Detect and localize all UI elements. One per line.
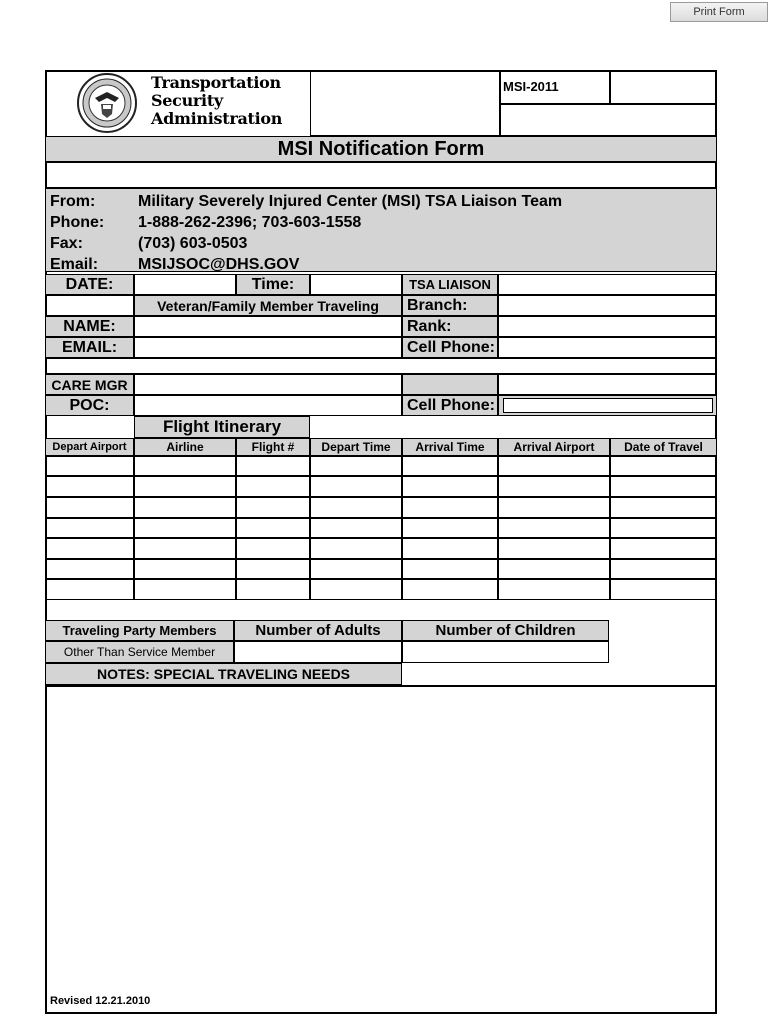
dhs-seal-icon: [75, 72, 139, 134]
itinerary-cell[interactable]: [236, 476, 310, 497]
agency-line-1: Transportation: [151, 73, 281, 92]
email-value: MSIJSOC@DHS.GOV: [138, 256, 300, 273]
itinerary-cell[interactable]: [310, 476, 402, 497]
itinerary-cell[interactable]: [310, 518, 402, 538]
itinerary-cell[interactable]: [236, 559, 310, 579]
cell-phone-label: [402, 337, 498, 358]
number-of-adults-text: Number of Adults: [255, 622, 381, 639]
itinerary-cell[interactable]: [402, 456, 498, 476]
other-than-label: [45, 641, 234, 663]
itinerary-cell[interactable]: [134, 559, 236, 579]
contact-values: [138, 191, 562, 275]
care-mgr-gray-cell: [402, 374, 498, 395]
itinerary-cell[interactable]: [402, 559, 498, 579]
email-input[interactable]: [134, 337, 402, 358]
title-blank-row: [45, 162, 717, 188]
date-label: [45, 274, 134, 295]
branch-field[interactable]: [498, 295, 717, 316]
itinerary-cell[interactable]: [310, 579, 402, 600]
itinerary-cell[interactable]: [498, 456, 610, 476]
itinerary-cell[interactable]: [498, 518, 610, 538]
poc-cell-phone-label: [402, 395, 498, 416]
from-value: Military Severely Injured Center (MSI) TSA Liaison Team: [138, 193, 563, 210]
spacer-row: [45, 358, 717, 374]
traveling-party-text: Traveling Party Members: [62, 623, 217, 638]
notes-textarea[interactable]: [45, 685, 717, 1014]
name-label: [45, 316, 134, 337]
itinerary-cell[interactable]: [402, 518, 498, 538]
number-of-adults-label: [234, 620, 402, 641]
branch-label-text: Branch:: [407, 296, 468, 314]
poc-cell-phone-field[interactable]: [503, 398, 713, 413]
agency-line-2: Security: [151, 91, 223, 110]
itinerary-cell[interactable]: [134, 579, 236, 600]
phone-value: 1-888-262-2396; 703-603-1558: [138, 214, 362, 231]
itinerary-cell[interactable]: [134, 476, 236, 497]
itinerary-cell[interactable]: [236, 538, 310, 559]
cell-phone-label-text: Cell Phone:: [407, 338, 496, 356]
poc-cell-phone-field-wrap: [498, 395, 717, 416]
fax-label: Fax:: [50, 235, 83, 252]
date-label-text: DATE:: [65, 275, 114, 293]
cell-phone-field[interactable]: [498, 337, 717, 358]
itinerary-cell[interactable]: [498, 538, 610, 559]
itinerary-cell[interactable]: [45, 538, 134, 559]
itinerary-col-header: Depart Time: [310, 438, 402, 456]
itinerary-cell[interactable]: [45, 476, 134, 497]
phone-label: Phone:: [50, 214, 105, 231]
poc-label: [45, 395, 134, 416]
itinerary-cell[interactable]: [45, 456, 134, 476]
time-label-text: Time:: [251, 275, 295, 293]
tsa-liaison-label: [402, 274, 498, 295]
itinerary-col-header: Airline: [134, 438, 236, 456]
rank-field[interactable]: [498, 316, 717, 337]
email-field-label-text: EMAIL:: [61, 338, 118, 356]
agency-name: [151, 74, 282, 128]
flight-itinerary-text: Flight Itinerary: [162, 417, 282, 436]
itinerary-col-header: Flight #: [236, 438, 310, 456]
email-label: Email:: [50, 256, 99, 273]
itinerary-cell[interactable]: [236, 518, 310, 538]
page-title: [45, 136, 717, 162]
form-number-text: MSI-2011: [503, 79, 559, 94]
agency-line-3: Administration: [151, 109, 283, 128]
itinerary-cell[interactable]: [610, 579, 717, 600]
blank-left-cell: [45, 295, 134, 316]
itinerary-col-header: Depart Airport: [45, 438, 134, 456]
number-of-children-field[interactable]: [402, 641, 609, 663]
contact-labels: [50, 191, 104, 275]
fax-value: (703) 603-0503: [138, 235, 248, 252]
poc-field[interactable]: [134, 395, 402, 416]
itinerary-cell[interactable]: [236, 579, 310, 600]
header-blank-cell: [500, 104, 717, 136]
page-title-text: MSI Notification Form: [277, 137, 485, 160]
itinerary-cell[interactable]: [134, 497, 236, 518]
itinerary-cell[interactable]: [134, 456, 236, 476]
email-field-label: [45, 337, 134, 358]
itinerary-col-header: Date of Travel: [610, 438, 717, 456]
number-of-children-text: Number of Children: [435, 622, 576, 639]
tsa-liaison-text: TSA LIAISON: [409, 277, 491, 292]
itinerary-cell[interactable]: [402, 538, 498, 559]
name-field[interactable]: [134, 316, 402, 337]
from-label: From:: [50, 193, 96, 210]
itinerary-cell[interactable]: [498, 559, 610, 579]
itinerary-cell[interactable]: [45, 518, 134, 538]
notes-label-text: NOTES: SPECIAL TRAVELING NEEDS: [96, 666, 351, 682]
revised-date: [50, 995, 150, 1007]
itinerary-cell[interactable]: [610, 476, 717, 497]
header-spacer-cell: [310, 70, 500, 136]
itinerary-cell[interactable]: [610, 497, 717, 518]
itinerary-cell[interactable]: [610, 456, 717, 476]
name-label-text: NAME:: [63, 317, 116, 335]
branch-label: [402, 295, 498, 316]
veteran-family-text: Veteran/Family Member Traveling: [157, 297, 379, 314]
itinerary-cell[interactable]: [402, 579, 498, 600]
itinerary-cell[interactable]: [236, 456, 310, 476]
care-mgr-field[interactable]: [134, 374, 402, 395]
itinerary-cell[interactable]: [498, 476, 610, 497]
itinerary-cell[interactable]: [610, 538, 717, 559]
care-mgr-extra-field[interactable]: [498, 374, 717, 395]
revised-date-text: Revised 12.21.2010: [50, 995, 151, 1007]
number-of-adults-field[interactable]: [234, 641, 402, 663]
form-number-field[interactable]: [610, 70, 717, 104]
number-of-children-label: [402, 620, 609, 641]
itinerary-cell[interactable]: [498, 579, 610, 600]
veteran-family-label: [134, 295, 402, 316]
itinerary-cell[interactable]: [402, 476, 498, 497]
itinerary-cell[interactable]: [236, 497, 310, 518]
rank-label: [402, 316, 498, 337]
itinerary-cell[interactable]: [498, 497, 610, 518]
itinerary-cell[interactable]: [402, 497, 498, 518]
care-mgr-label-text: CARE MGR: [51, 376, 128, 393]
itinerary-cell[interactable]: [134, 538, 236, 559]
itinerary-cell[interactable]: [310, 456, 402, 476]
poc-label-text: POC:: [69, 396, 110, 414]
traveling-party-label: [45, 620, 234, 641]
time-label: [236, 274, 310, 295]
itinerary-cell[interactable]: [134, 518, 236, 538]
other-than-text: Other Than Service Member: [63, 645, 216, 659]
itinerary-cell[interactable]: [610, 559, 717, 579]
itinerary-cell[interactable]: [45, 559, 134, 579]
care-mgr-label: [45, 374, 134, 395]
itinerary-cell[interactable]: [310, 559, 402, 579]
itinerary-cell[interactable]: [310, 497, 402, 518]
form-number: [500, 70, 610, 104]
itinerary-cell[interactable]: [310, 538, 402, 559]
itinerary-col-header: Arrival Airport: [498, 438, 610, 456]
rank-label-text: Rank:: [407, 317, 452, 335]
itinerary-col-header: Arrival Time: [402, 438, 498, 456]
poc-cell-phone-label-text: Cell Phone:: [407, 396, 496, 414]
date-field[interactable]: [134, 274, 236, 295]
time-field[interactable]: [310, 274, 402, 295]
notes-label: [45, 663, 402, 685]
flight-itinerary-label: [134, 416, 310, 438]
header-logo-area: [45, 70, 310, 136]
itinerary-cell[interactable]: [610, 518, 717, 538]
itinerary-cell[interactable]: [45, 497, 134, 518]
print-form-button[interactable]: Print Form: [670, 2, 768, 22]
tsa-liaison-field[interactable]: [498, 274, 717, 295]
itinerary-cell[interactable]: [45, 579, 134, 600]
